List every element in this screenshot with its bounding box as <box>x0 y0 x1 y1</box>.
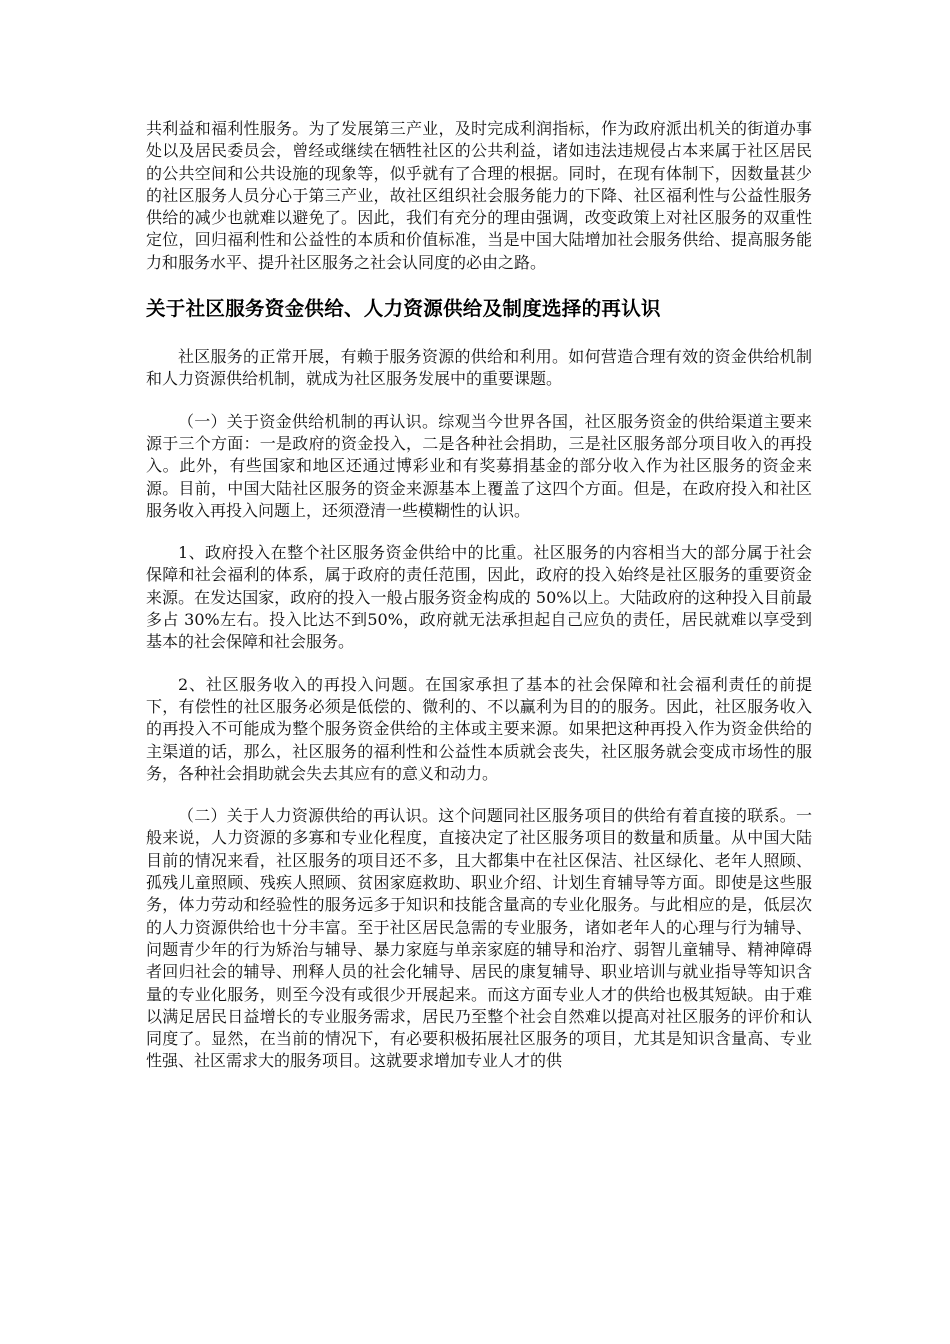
paragraph-reinvestment: 2、社区服务收入的再投入问题。在国家承担了基本的社会保障和社会福利责任的前提下，有偿性的社区服务必须是低偿的、微利的、不以赢利为目的的服务。因此，社区服务收入的再投入不可能成为整个服务资金供给的主体或主要来源。如果把这种再投入作为资金供给的主渠道的话，那么，社区服务的福利性和公益性本质就会丧失，社区服务就会变成市场性的服务，各种社会捐助就会失去其应有的意义和动力。 <box>146 674 812 783</box>
paragraph-funding-mechanism: （一）关于资金供给机制的再认识。综观当今世界各国，社区服务资金的供给渠道主要来源于三个方面：一是政府的资金投入，二是各种社会捐助，三是社区服务部分项目收入的再投入。此外，有些国家和地区还通过博彩业和有奖募捐基金的部分收入作为社区服务的资金来源。目前，中国大陆社区服务的资金来源基本上覆盖了这四个方面。但是，在政府投入和社区服务收入再投入问题上，还须澄清一些模糊性的认识。 <box>146 411 812 520</box>
section-heading: 关于社区服务资金供给、人力资源供给及制度选择的再认识 <box>146 297 661 321</box>
document-page <box>146 118 812 1073</box>
paragraph-intro: 社区服务的正常开展，有赖于服务资源的供给和利用。如何营造合理有效的资金供给机制和人力资源供给机制，就成为社区服务发展中的重要课题。 <box>146 347 812 389</box>
paragraph-continued: 共利益和福利性服务。为了发展第三产业，及时完成利润指标，作为政府派出机关的街道办事处以及居民委员会，曾经或继续在牺牲社区的公共利益，诸如违法违规侵占本来属于社区居民的公共空间和公共设施的现象等，似乎就有了合理的根据。同时，在现有体制下，因数量甚少的社区服务人员分心于第三产业，故社区组织社会服务能力的下降、社区福利性与公益性服务供给的减少也就难以避免了。因此，我们有充分的理由强调，改变政策上对社区服务的双重性定位，回归福利性和公益性的本质和价值标准，当是中国大陆增加社会服务供给、提高服务能力和服务水平、提升社区服务之社会认同度的必由之路。 <box>146 119 812 272</box>
paragraph-human-resources: （二）关于人力资源供给的再认识。这个问题同社区服务项目的供给有着直接的联系。一般来说，人力资源的多寡和专业化程度，直接决定了社区服务项目的数量和质量。从中国大陆目前的情况来看，社区服务的项目还不多，且大都集中在社区保洁、社区绿化、老年人照顾、孤残儿童照顾、残疾人照顾、贫困家庭救助、职业介绍、计划生育辅导等方面。即使是这些服务，体力劳动和经验性的服务远多于知识和技能含量高的专业化服务。与此相应的是，低层次的人力资源供给也十分丰富。至于社区居民急需的专业服务，诸如老年人的心理与行为辅导、问题青少年的行为矫治与辅导、暴力家庭与单亲家庭的辅导和治疗、弱智儿童辅导、精神障碍者回归社会的辅导、刑释人员的社会化辅导、居民的康复辅导、职业培训与就业指导等知识含量的专业化服务，则至今没有或很少开展起来。而这方面专业人才的供给也极其短缺。由于难以满足居民日益增长的专业服务需求，居民乃至整个社会自然难以提高对社区服务的评价和认同度了。显然，在当前的情况下，有必要积极拓展社区服务的项目，尤其是知识含量高、专业性强、社区需求大的服务项目。这就要求增加专业人才的供 <box>146 806 812 1071</box>
paragraph-government-investment: 1、政府投入在整个社区服务资金供给中的比重。社区服务的内容相当大的部分属于社会保障和社会福利的体系，属于政府的责任范围，因此，政府的投入始终是社区服务的重要资金来源。在发达国家，政府的投入一般占服务资金构成的 50%以上。大陆政府的这种投入目前最多占 30%左右。投入比达不到50%，政府就无法承担起自己应负的责任，居民就难以享受到基本的社会保障和社会服务。 <box>146 543 812 652</box>
